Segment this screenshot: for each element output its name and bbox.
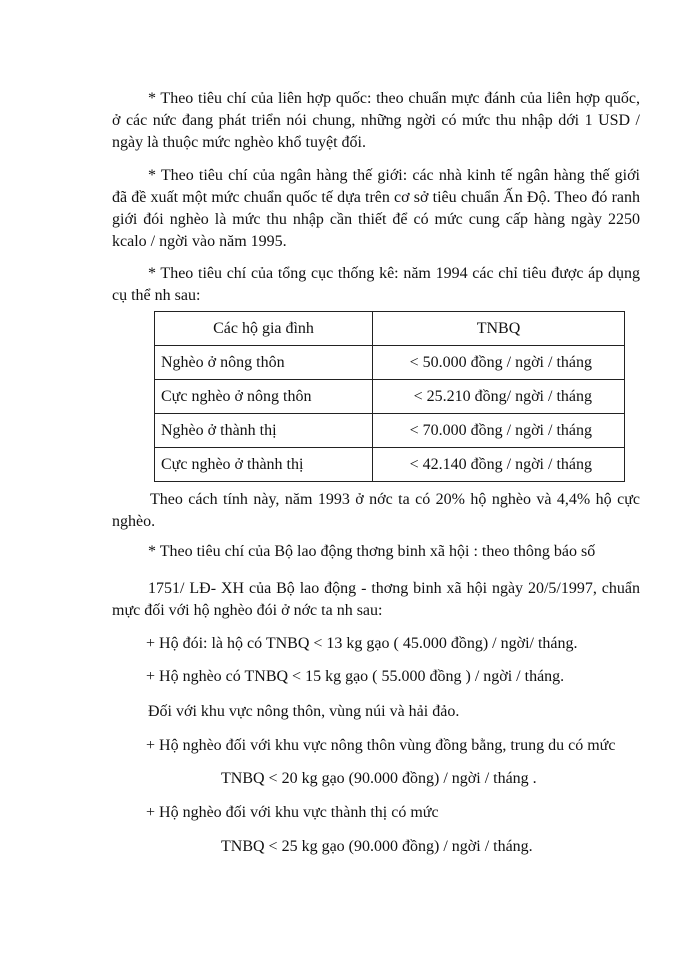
table-cell-category: Nghèo ở thành thị <box>155 414 373 448</box>
paragraph-molisa-intro: * Theo tiêu chí của Bộ lao động thơng binh xã hội : theo thông báo số <box>148 543 596 560</box>
rural-heading: Đối với khu vực nông thôn, vùng núi và hải đảo. <box>148 703 460 720</box>
paragraph-1993-result: Theo cách tính này, năm 1993 ở nớc ta có 20% hộ nghèo và 4,4% hộ cực nghèo. <box>112 491 640 530</box>
table-cell-threshold: < 70.000 đồng / ngời / tháng <box>373 414 625 448</box>
table-cell-threshold: < 50.000 đồng / ngời / tháng <box>373 346 625 380</box>
table-row <box>155 380 625 414</box>
urban-threshold: TNBQ < 25 kg gạo (90.000 đồng) / ngời / tháng. <box>221 838 533 855</box>
item-hungry-household: + Hộ đói: là hộ có TNBQ < 13 kg gạo ( 45.000 đồng) / ngời/ tháng. <box>146 635 578 652</box>
paragraph-world-bank-criteria: * Theo tiêu chí của ngân hàng thế giới: các nhà kinh tế ngân hàng thế giới đã đề xuất một mức chuẩn quốc tế dựa trên cơ sở tiêu chuẩn Ấn Độ. Theo đó ranh giới đói nghèo là mức thu nhập cần thiết để có mức cung cấp hàng ngày 2250 kcalo / ngời vào năm 1995. <box>112 167 640 250</box>
item-poor-household: + Hộ nghèo có TNBQ < 15 kg gạo ( 55.000 đồng ) / ngời / tháng. <box>146 668 565 685</box>
poverty-threshold-table <box>154 311 625 482</box>
paragraph-molisa-notice: 1751/ LĐ- XH của Bộ lao động - thơng binh xã hội ngày 20/5/1997, chuẩn mực đối với hộ nghèo đói ở nớc ta nh sau: <box>112 580 640 619</box>
table-row <box>155 346 625 380</box>
table-header-tnbq: TNBQ <box>373 312 625 346</box>
rural-plain-threshold: TNBQ < 20 kg gạo (90.000 đồng) / ngời / tháng . <box>221 770 537 787</box>
table-cell-category: Nghèo ở nông thôn <box>155 346 373 380</box>
table-row <box>155 414 625 448</box>
table-cell-threshold: < 25.210 đồng/ ngời / tháng <box>373 380 625 414</box>
item-rural-plain: + Hộ nghèo đối với khu vực nông thôn vùng đồng bằng, trung du có mức <box>146 737 616 754</box>
paragraph-un-criteria: * Theo tiêu chí của liên hợp quốc: theo chuẩn mực đánh của liên hợp quốc, ở các nức đang phát triển nói chung, những ngời có mức thu nhập dới 1 USD / ngày là thuộc mức nghèo khổ tuyệt đối. <box>112 90 640 151</box>
table-header-row <box>155 312 625 346</box>
paragraph-gso-criteria: * Theo tiêu chí của tổng cục thống kê: năm 1994 các chỉ tiêu được áp dụng cụ thể nh sau: <box>112 265 640 304</box>
table-cell-threshold: < 42.140 đồng / ngời / tháng <box>373 448 625 482</box>
table-row <box>155 448 625 482</box>
table-cell-category: Cực nghèo ở thành thị <box>155 448 373 482</box>
table-header-households: Các hộ gia đình <box>155 312 373 346</box>
table-cell-category: Cực nghèo ở nông thôn <box>155 380 373 414</box>
item-urban: + Hộ nghèo đối với khu vực thành thị có mức <box>146 804 439 821</box>
